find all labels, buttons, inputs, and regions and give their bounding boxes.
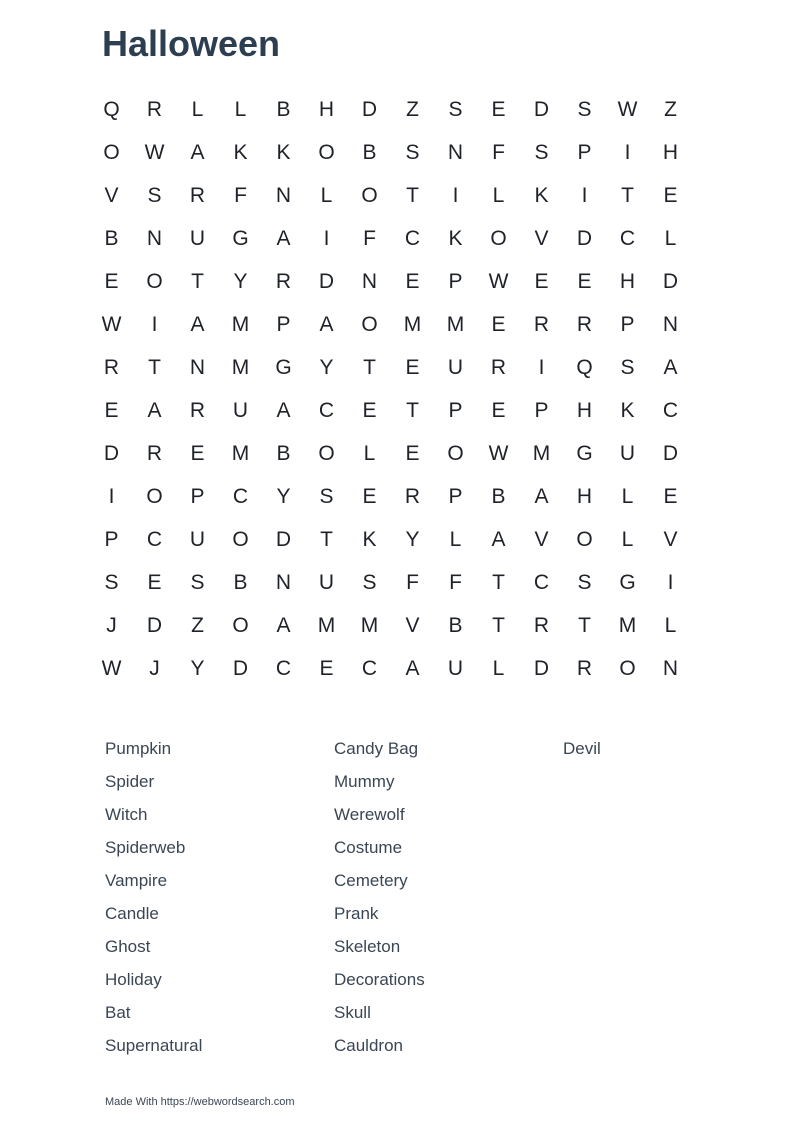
grid-letter: M (231, 355, 250, 379)
grid-letter: L (363, 441, 376, 465)
grid-letter: S (577, 97, 592, 121)
grid-letter: C (318, 398, 335, 422)
word-column (563, 736, 792, 1066)
grid-letter: L (621, 484, 634, 508)
grid-letter: I (108, 484, 115, 508)
grid-letter: N (189, 355, 206, 379)
grid-letter: L (492, 183, 505, 207)
grid-letter: C (232, 484, 249, 508)
grid-letter: R (533, 312, 550, 336)
grid-letter: T (492, 570, 505, 594)
grid-letter: N (447, 140, 464, 164)
grid-letter: P (276, 312, 291, 336)
word-item: Skeleton (334, 937, 401, 956)
grid-letter: R (103, 355, 120, 379)
grid-letter: P (620, 312, 635, 336)
grid-letter: V (405, 613, 420, 637)
word-item: Cemetery (334, 871, 408, 890)
grid-letter: P (534, 398, 549, 422)
grid-letter: I (323, 226, 330, 250)
grid-letter: O (146, 269, 163, 293)
grid-letter: T (320, 527, 333, 551)
grid-letter: A (276, 613, 291, 637)
grid-letter: C (619, 226, 636, 250)
word-item: Vampire (105, 871, 168, 890)
grid-letter: H (662, 140, 679, 164)
grid-letter: W (144, 140, 165, 164)
grid-letter: C (146, 527, 163, 551)
grid-letter: R (189, 398, 206, 422)
grid-letter: A (276, 226, 291, 250)
grid-letter: O (576, 527, 593, 551)
grid-letter: E (405, 269, 420, 293)
grid-letter: L (621, 527, 634, 551)
word-item: Holiday (105, 970, 162, 989)
grid-letter: R (576, 312, 593, 336)
grid-letter: E (663, 484, 678, 508)
grid-letter: N (361, 269, 378, 293)
grid-letter: F (234, 183, 247, 207)
grid-letter: V (104, 183, 119, 207)
grid-letter: R (146, 441, 163, 465)
grid-letter: O (146, 484, 163, 508)
grid-letter: M (231, 312, 250, 336)
grid-letter: C (275, 656, 292, 680)
grid-letter: E (534, 269, 549, 293)
grid-letter: N (275, 183, 292, 207)
grid-letter: P (104, 527, 119, 551)
word-item: Skull (334, 1003, 371, 1022)
grid-letter: Z (664, 97, 677, 121)
grid-letter: Q (576, 355, 593, 379)
grid-letter: I (624, 140, 631, 164)
grid-letter: E (147, 570, 162, 594)
grid-letter: L (664, 613, 677, 637)
grid-letter: H (576, 484, 593, 508)
grid-letter: E (104, 269, 119, 293)
grid-letter: O (361, 183, 378, 207)
grid-letter: Y (319, 355, 334, 379)
grid-letter: M (446, 312, 465, 336)
grid-letter: V (534, 226, 549, 250)
grid-letter: N (275, 570, 292, 594)
grid-letter: D (275, 527, 292, 551)
grid-letter: F (406, 570, 419, 594)
word-item: Cauldron (334, 1036, 403, 1055)
grid-letter: P (448, 484, 463, 508)
word-column (334, 736, 563, 1066)
grid-letter: Y (276, 484, 291, 508)
grid-letter: C (662, 398, 679, 422)
grid-letter: E (491, 97, 506, 121)
grid-letter: T (578, 613, 591, 637)
grid-letter: W (101, 656, 122, 680)
word-item: Devil (563, 739, 601, 758)
grid-letter: J (106, 613, 117, 637)
grid-letter: O (318, 441, 335, 465)
grid-letter: W (488, 269, 509, 293)
grid-letter: T (363, 355, 376, 379)
grid-letter: S (319, 484, 334, 508)
grid-letter: A (319, 312, 334, 336)
grid-letter: B (104, 226, 119, 250)
grid-letter: A (190, 140, 205, 164)
grid-letter: Z (406, 97, 419, 121)
grid-letter: W (101, 312, 122, 336)
grid-letter: E (405, 355, 420, 379)
grid-letter: S (448, 97, 463, 121)
grid-letter: W (488, 441, 509, 465)
grid-letter: N (662, 656, 679, 680)
grid-letter: E (577, 269, 592, 293)
grid-letter: O (232, 527, 249, 551)
grid-letter: M (532, 441, 551, 465)
grid-letter: P (448, 269, 463, 293)
grid-letter: U (189, 527, 206, 551)
grid-letter: O (361, 312, 378, 336)
grid-letter: D (232, 656, 249, 680)
grid-letter: R (146, 97, 163, 121)
grid-letter: T (406, 398, 419, 422)
grid-letter: U (232, 398, 249, 422)
grid-letter: A (276, 398, 291, 422)
grid-letter: P (190, 484, 205, 508)
grid-letter: M (231, 441, 250, 465)
grid-letter: K (276, 140, 291, 164)
grid-letter: T (621, 183, 634, 207)
grid-letter: W (617, 97, 638, 121)
grid-letter: B (362, 140, 377, 164)
grid-letter: R (490, 355, 507, 379)
grid-letter: Q (103, 97, 120, 121)
grid-letter: H (619, 269, 636, 293)
grid-letter: E (104, 398, 119, 422)
grid-letter: J (149, 656, 160, 680)
grid-letter: G (619, 570, 636, 594)
grid-letter: D (146, 613, 163, 637)
grid-letter: P (577, 140, 592, 164)
grid-letter: R (275, 269, 292, 293)
grid-letter: B (276, 441, 291, 465)
grid-letter: D (576, 226, 593, 250)
grid-letter: I (667, 570, 674, 594)
grid-letter: B (448, 613, 463, 637)
page-title: Halloween (102, 23, 281, 64)
grid-letter: A (491, 527, 506, 551)
grid-letter: H (318, 97, 335, 121)
grid-letter: V (534, 527, 549, 551)
grid-letter: Y (233, 269, 248, 293)
grid-letter: D (533, 656, 550, 680)
word-item: Bat (105, 1003, 131, 1022)
grid-letter: L (664, 226, 677, 250)
grid-letter: S (147, 183, 162, 207)
word-item: Supernatural (105, 1036, 203, 1055)
grid-letter: R (404, 484, 421, 508)
grid-letter: Y (405, 527, 420, 551)
grid-letter: G (275, 355, 292, 379)
grid-letter: R (576, 656, 593, 680)
grid-letter: V (663, 527, 678, 551)
grid-letter: O (447, 441, 464, 465)
grid-letter: A (663, 355, 678, 379)
grid-letter: T (191, 269, 204, 293)
grid-letter: M (317, 613, 336, 637)
grid-letter: O (490, 226, 507, 250)
word-item: Witch (105, 805, 148, 824)
grid-letter: M (403, 312, 422, 336)
grid-letter: E (405, 441, 420, 465)
grid-letter: L (320, 183, 333, 207)
grid-letter: E (362, 398, 377, 422)
grid-letter: C (533, 570, 550, 594)
grid-letter: I (151, 312, 158, 336)
grid-letter: L (234, 97, 247, 121)
grid-letter: I (581, 183, 588, 207)
grid-letter: K (620, 398, 635, 422)
word-item: Costume (334, 838, 403, 857)
grid-letter: O (232, 613, 249, 637)
grid-letter: F (363, 226, 376, 250)
grid-letter: K (448, 226, 463, 250)
grid-letter: S (534, 140, 549, 164)
grid-letter: E (491, 312, 506, 336)
grid-letter: M (618, 613, 637, 637)
footer-credit: Made With https://webwordsearch.com (105, 1096, 295, 1108)
grid-letter: B (491, 484, 506, 508)
grid-letter: T (492, 613, 505, 637)
word-item: Candy Bag (334, 739, 419, 758)
grid-letter: D (361, 97, 378, 121)
grid-letter: U (447, 656, 464, 680)
grid-letter: A (534, 484, 549, 508)
word-item: Werewolf (334, 805, 405, 824)
grid-letter: S (577, 570, 592, 594)
grid-letter: E (362, 484, 377, 508)
grid-letter: U (318, 570, 335, 594)
grid-letter: O (103, 140, 120, 164)
grid-letter: F (449, 570, 462, 594)
grid-letter: S (405, 140, 420, 164)
grid-letter: I (538, 355, 545, 379)
grid-letter: T (406, 183, 419, 207)
grid-letter: S (190, 570, 205, 594)
grid-letter: G (232, 226, 249, 250)
grid-letter: F (492, 140, 505, 164)
grid-letter: O (318, 140, 335, 164)
grid-letter: A (405, 656, 420, 680)
grid-letter: N (146, 226, 163, 250)
grid-letter: S (104, 570, 119, 594)
grid-letter: S (620, 355, 635, 379)
word-item: Candle (105, 904, 159, 923)
grid-letter: D (662, 269, 679, 293)
grid-letter: L (449, 527, 462, 551)
grid-letter: K (534, 183, 549, 207)
grid-letter: M (360, 613, 379, 637)
grid-letter: D (662, 441, 679, 465)
grid-letter: N (662, 312, 679, 336)
grid-letter: C (404, 226, 421, 250)
grid-letter: P (448, 398, 463, 422)
grid-letter: B (233, 570, 248, 594)
grid-letter: D (318, 269, 335, 293)
word-item: Spider (105, 772, 155, 791)
word-item: Pumpkin (105, 739, 172, 758)
grid-letter: E (319, 656, 334, 680)
word-item: Spiderweb (105, 838, 186, 857)
grid-letter: I (452, 183, 459, 207)
grid-letter: A (147, 398, 162, 422)
word-list (105, 736, 792, 1066)
grid-letter: T (148, 355, 161, 379)
word-item: Prank (334, 904, 379, 923)
grid-letter: D (533, 97, 550, 121)
grid-letter: U (447, 355, 464, 379)
grid-letter: G (576, 441, 593, 465)
grid-letter: E (663, 183, 678, 207)
word-item: Mummy (334, 772, 395, 791)
grid-letter: K (362, 527, 377, 551)
grid-letter: L (492, 656, 505, 680)
grid-letter: S (362, 570, 377, 594)
grid-letter: E (491, 398, 506, 422)
grid-letter: U (189, 226, 206, 250)
word-column (105, 736, 334, 1066)
grid-letter: E (190, 441, 205, 465)
grid-letter: L (191, 97, 204, 121)
grid-letter: B (276, 97, 291, 121)
grid-letter: U (619, 441, 636, 465)
grid-letter: K (233, 140, 248, 164)
grid-letter: C (361, 656, 378, 680)
letter-grid (90, 88, 692, 690)
grid-letter: R (533, 613, 550, 637)
grid-letter: A (190, 312, 205, 336)
grid-letter: O (619, 656, 636, 680)
grid-letter: D (103, 441, 120, 465)
grid-letter: Z (191, 613, 204, 637)
grid-letter: Y (190, 656, 205, 680)
grid-letter: H (576, 398, 593, 422)
grid-letter: R (189, 183, 206, 207)
word-item: Decorations (334, 970, 425, 989)
word-item: Ghost (105, 937, 151, 956)
